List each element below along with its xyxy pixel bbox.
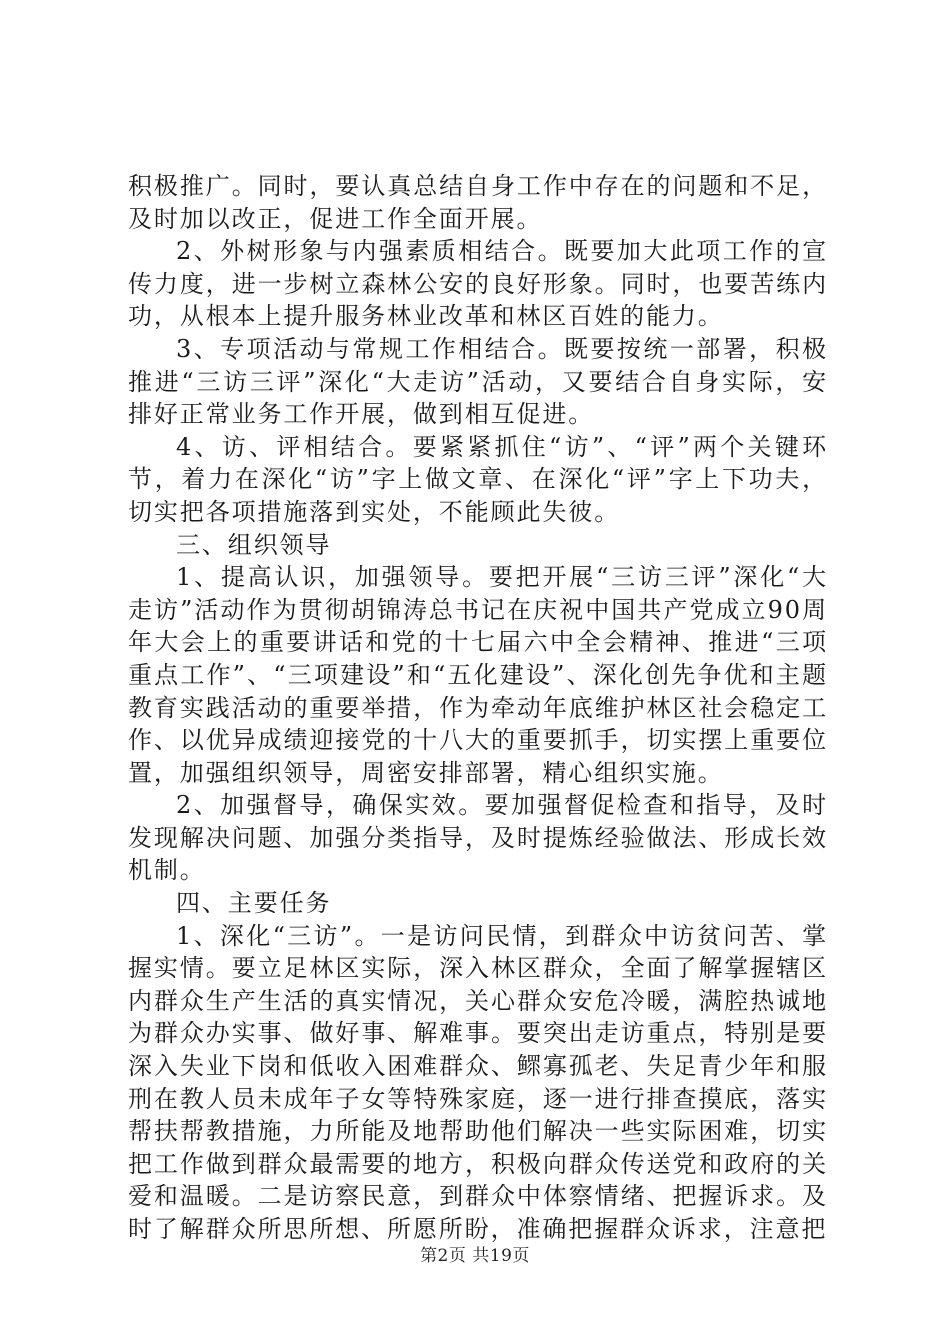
- paragraph-6: 1、提高认识，加强领导。要把开展“三访三评”深化“大走访”活动作为贯彻胡锦涛总书记在庆祝中国共产党成立90周年大会上的重要讲话和党的十七届六中全会精神、推进“三项重点工作”、“三项建设”和“五化建设”、深化创先争优和主题教育实践活动的重要举措，作为牵动年底维护林区社会稳定工作、以优异成绩迎接党的十八大的重要抓手，切实摆上重要位置，加强组织领导，周密安排部署，精心组织实施。: [128, 563, 828, 787]
- paragraph-2: 2、外树形象与内强素质相结合。既要加大此项工作的宣传力度，进一步树立森林公安的良好形象。同时，也要苦练内功，从根本上提升服务林业改革和林区百姓的能力。: [128, 237, 828, 331]
- section-heading-main-tasks: 四、主要任务: [176, 889, 332, 918]
- section-heading-organization: 三、组织领导: [176, 530, 332, 559]
- paragraph-3: 3、专项活动与常规工作相结合。既要按统一部署，积极推进“三访三评”深化“大走访”活动，又要结合自身实际，安排好正常业务工作开展，做到相互促进。: [128, 334, 828, 429]
- paragraph-7: 2、加强督导，确保实效。要加强督促检查和指导，及时发现解决问题、加强分类指导，及时提炼经验做法、形成长效机制。: [128, 791, 828, 885]
- document-body: [128, 170, 828, 1246]
- page-number-footer: 第2页 共19页: [420, 1246, 530, 1266]
- paragraph-1: 积极推广。同时，要认真总结自身工作中存在的问题和不足，及时加以改正，促进工作全面开展。: [128, 172, 828, 233]
- paragraph-9: 1、深化“三访”。一是访问民情，到群众中访贫问苦、掌握实情。要立足林区实际，深入林区群众，全面了解掌握辖区内群众生产生活的真实情况，关心群众安危冷暖，满腔热诚地为群众办实事、做好事、解难事。要突出走访重点，特别是要深入失业下岗和低收入困难群众、鳏寡孤老、失足青少年和服刑在教人员未成年子女等特殊家庭，逐一进行排查摸底，落实帮扶帮教措施，力所能及地帮助他们解决一些实际困难，切实把工作做到群众最需要的地方，积极向群众传送党和政府的关爱和温暖。二是访察民意，到群众中体察情绪、把握诉求。及时了解群众所思所想、所愿所盼，准确把握群众诉求，注意把: [128, 921, 828, 1243]
- paragraph-4: 4、访、评相结合。要紧紧抓住“访”、“评”两个关键环节，着力在深化“访”字上做文章、在深化“评”字上下功夫，切实把各项措施落到实处，不能顾此失彼。: [128, 432, 828, 526]
